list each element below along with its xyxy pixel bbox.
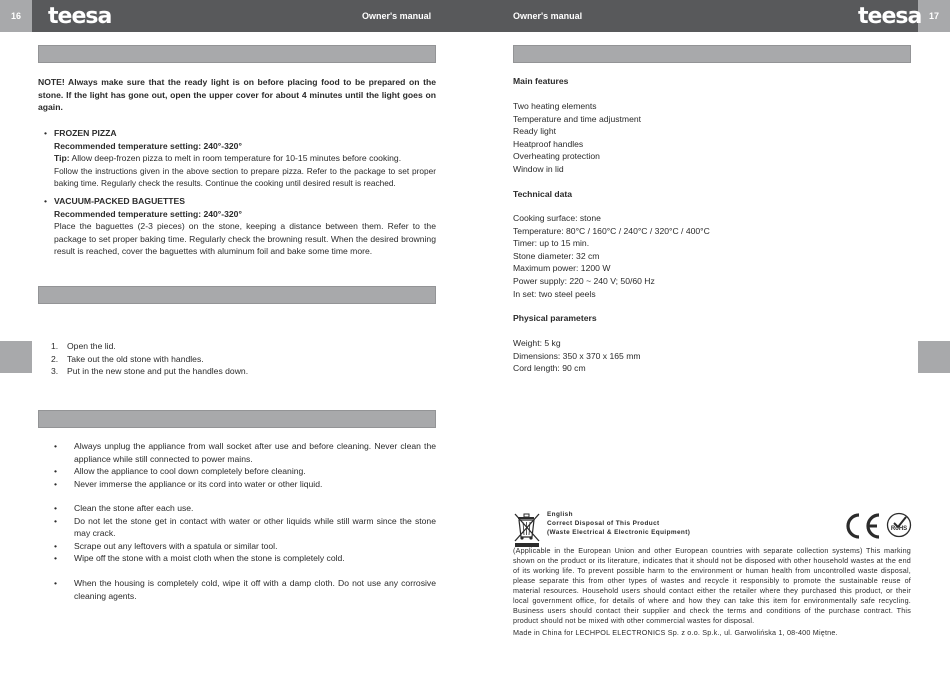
main-features-list: [513, 100, 903, 176]
list-item: Dimensions: 350 x 370 x 165 mm: [513, 350, 641, 361]
list-item: Ready light: [513, 126, 556, 137]
main-features-title: Main features: [513, 76, 569, 86]
list-item: Two heating elements: [513, 101, 597, 111]
tip-label: Tip:: [54, 153, 70, 164]
list-item: In set: two steel peels: [513, 288, 596, 299]
bullet-dot: •: [54, 578, 58, 588]
bullet-dot: •: [54, 466, 58, 477]
teesa-logo-right: teesa: [858, 4, 922, 29]
physical-parameters-title: Physical parameters: [513, 313, 597, 323]
step-item: [51, 353, 436, 366]
cleaning-list-c: [54, 577, 436, 602]
right-header-title: Owner's manual: [513, 11, 583, 21]
ce-mark-icon: [843, 512, 883, 540]
left-section-bar-2: [38, 286, 436, 304]
rohs-icon: [886, 512, 912, 538]
frozen-pizza-tip: [54, 152, 436, 165]
disposal-language: English: [547, 511, 573, 518]
list-item-text: Clean the stone after each use.: [74, 503, 194, 513]
crossed-bin-icon: [513, 511, 541, 547]
cleaning-list-b: [54, 502, 436, 565]
list-item: Window in lid: [513, 163, 564, 174]
technical-data-title: Technical data: [513, 189, 573, 199]
baguettes-body: Place the baguettes (2-3 pieces) on the stone, keeping a distance between them. Refer to the package to set proper baking time. Regularly check the browning result. When the desired browning result is reached, cover the baguettes with aluminum foil and bake some time more.: [54, 221, 436, 257]
step-item: [51, 340, 436, 353]
tip-text: Allow deep-frozen pizza to melt in room temperature for 10-15 minutes before cooking.: [69, 153, 402, 164]
list-item: Cooking surface: stone: [513, 213, 601, 223]
step-number: 1.: [51, 341, 59, 351]
frozen-pizza-body: Follow the instructions given in the above section to prepare pizza. Refer to the package to set proper baking time. Regularly check the results. Continue the cooking until desired result is reached.: [54, 165, 436, 189]
list-item: [54, 465, 436, 478]
cleaning-list-a: [54, 440, 436, 490]
left-section-bar-1: [38, 45, 436, 63]
bullet-dot: •: [44, 128, 48, 138]
physical-parameters-list: [513, 337, 903, 375]
technical-data-list: [513, 212, 903, 300]
list-item: Cord length: 90 cm: [513, 363, 586, 374]
frozen-pizza-title: FROZEN PIZZA: [54, 128, 117, 138]
list-item-text: Wipe off the stone with a moist cloth when the stone is completely cold.: [74, 553, 345, 564]
step-item: [51, 365, 436, 378]
step-text: Open the lid.: [67, 341, 116, 351]
list-item: [54, 540, 436, 553]
right-side-tab: [918, 341, 950, 373]
list-item: Power supply: 220 ~ 240 V; 50/60 Hz: [513, 275, 655, 286]
list-item: Temperature: 80°C / 160°C / 240°C / 320°C / 400°C: [513, 225, 710, 236]
list-item: [54, 502, 436, 515]
teesa-logo-left: teesa: [48, 4, 112, 29]
made-in-text: Made in China for LECHPOL ELECTRONICS Sp. z o.o. Sp.k., ul. Garwolińska 1, 08-400 Miętne.: [513, 628, 838, 637]
list-item-text: Never immerse the appliance or its cord into water or other liquid.: [74, 478, 323, 489]
right-section-bar: [513, 45, 911, 63]
bullet-dot: •: [54, 540, 58, 551]
frozen-pizza-block: [44, 127, 436, 190]
list-item-text: Allow the appliance to cool down completely before cleaning.: [74, 466, 306, 477]
list-item-text: When the housing is completely cold, wipe it off with a damp cloth. Do not use any corrosive cleaning agents.: [74, 578, 436, 601]
list-item: Overheating protection: [513, 151, 600, 162]
rohs-mark: [886, 512, 912, 538]
list-item: Heatproof handles: [513, 138, 584, 149]
list-item: Stone diameter: 32 cm: [513, 250, 600, 261]
list-item: [54, 552, 436, 565]
baguettes-setting: Recommended temperature setting: 240°-320°: [54, 208, 242, 219]
baguettes-block: [44, 195, 436, 258]
disposal-subtitle: (Waste Electrical & Electronic Equipment): [547, 529, 691, 536]
left-section-bar-3: [38, 410, 436, 428]
bullet-dot: •: [54, 441, 58, 451]
list-item: Timer: up to 15 min.: [513, 238, 590, 249]
bullet-dot: •: [54, 553, 58, 564]
rohs-label: RoHS: [890, 526, 908, 532]
list-item: [54, 478, 436, 491]
replace-stone-steps: [51, 340, 436, 378]
frozen-pizza-setting: Recommended temperature setting: 240°-320°: [54, 140, 242, 151]
left-header-title: Owner's manual: [362, 11, 432, 21]
note-paragraph: NOTE! Always make sure that the ready light is on before placing food to be prepared on the stone. If the light has gone out, open the upper cover for about 4 minutes until the light goes on again.: [38, 77, 436, 113]
disposal-title: Correct Disposal of This Product: [547, 520, 660, 527]
right-page-number: 17: [918, 0, 950, 32]
list-item: Weight: 5 kg: [513, 338, 561, 348]
disposal-text: (Applicable in the European Union and other European countries with separate collection systems) This marking shown on the product or its literature, indicates that it should not be disposed with other household wastes at the end of its working life. To prevent possible harm to the environment or human health from uncontrolled waste disposal, please separate this from other types of wastes and recycle it responsibly to promote the sustainable reuse of material resources. Household users should contact either the retailer where they purchased this product, or their local government office, for details of where and how they can take this item for environmentally safe recycling. Business users should contact their supplier and check the terms and conditions of the purchase contract. This product should not be mixed with other commercial wastes for disposal.: [513, 546, 911, 625]
list-item: [54, 577, 436, 602]
bullet-dot: •: [54, 478, 58, 489]
list-item: Maximum power: 1200 W: [513, 263, 611, 274]
step-text: Put in the new stone and put the handles down.: [67, 366, 249, 377]
list-item: [54, 515, 436, 540]
bullet-dot: •: [44, 196, 48, 206]
list-item-text: Scrape out any leftovers with a spatula or similar tool.: [74, 540, 278, 551]
bullet-dot: •: [54, 515, 58, 526]
step-number: 3.: [51, 366, 59, 377]
bullet-dot: •: [54, 503, 58, 513]
left-page-number: 16: [0, 0, 32, 32]
disposal-heading: [547, 510, 690, 537]
list-item: Temperature and time adjustment: [513, 113, 642, 124]
list-item-text: Always unplug the appliance from wall socket after use and before cleaning. Never clean the appliance while still connected to power mains.: [74, 441, 436, 464]
baguettes-title: VACUUM-PACKED BAGUETTES: [54, 196, 185, 206]
list-item-text: Do not let the stone get in contact with water or other liquids while still warm since the stone may crack.: [74, 515, 436, 539]
list-item: [54, 440, 436, 465]
step-number: 2.: [51, 353, 59, 364]
step-text: Take out the old stone with handles.: [67, 353, 204, 364]
left-side-tab: [0, 341, 32, 373]
